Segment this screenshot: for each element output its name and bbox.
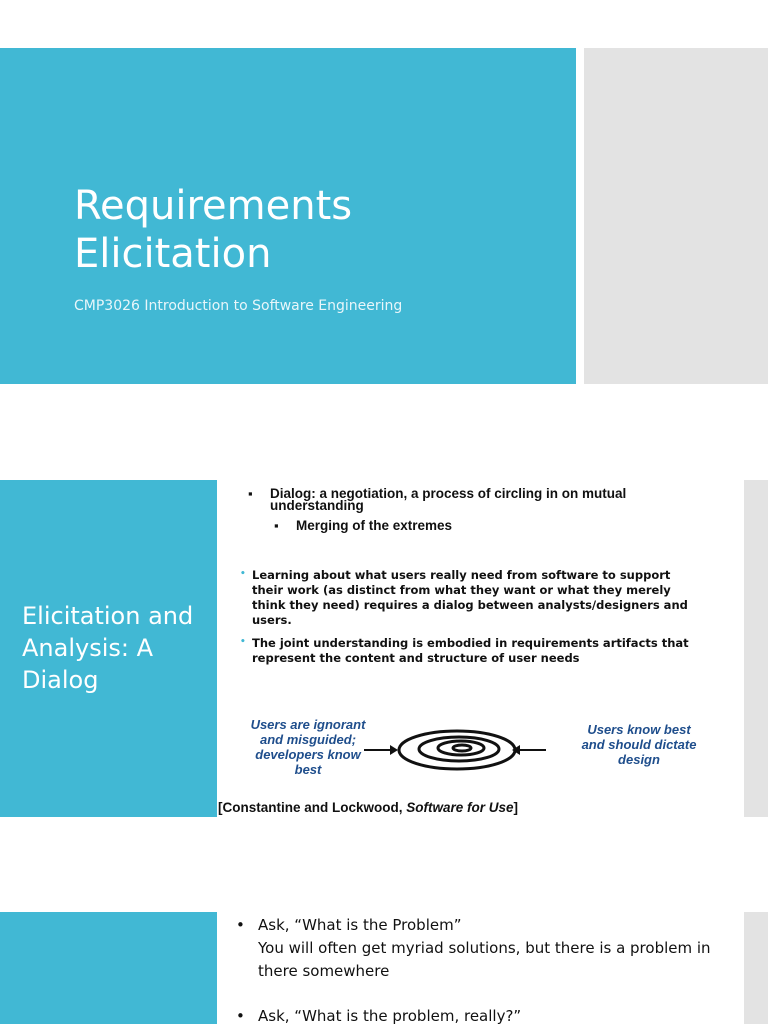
bullet-heading: • Ask, “What is the problem, really?” (258, 1007, 522, 1025)
section-side-panel (744, 912, 768, 1024)
slide-title-line2: Elicitation (74, 231, 272, 277)
slide-subtitle: CMP3026 Introduction to Software Engineering (74, 298, 403, 314)
dot-bullet-item: • The joint understanding is embodied in requirements artifacts that represent the content and structure of user needs (240, 636, 700, 666)
slide-title-line1: Requirements (74, 183, 353, 229)
bullet-heading: • Ask, “What is the Problem” (258, 916, 462, 934)
section-panel (0, 912, 217, 1024)
bullet-item (234, 1005, 734, 1028)
square-sub-bullet-item: ▪ Merging of the extremes (274, 518, 696, 534)
title-slide-side-panel (584, 48, 768, 384)
bullet-item (234, 914, 734, 983)
dot-bullet-list (240, 568, 700, 674)
square-bullet-item: ▪ Dialog: a negotiation, a process of circling in on mutual understanding (248, 488, 710, 512)
citation-book-title: Software for Use (406, 800, 514, 815)
citation-suffix: ] (513, 800, 519, 815)
bullet-list (234, 914, 734, 1028)
diagram-right-text: Users know best and should dictate design (581, 722, 697, 767)
diagram-left-text: Users are ignorant and misguided; developers know best (250, 717, 366, 777)
slide-title (74, 182, 554, 278)
spiral-diagram (360, 722, 550, 778)
arrow-right-head-icon (390, 745, 398, 755)
section-side-panel (744, 480, 768, 817)
citation (218, 800, 738, 815)
dot-bullet-item: • Learning about what users really need from software to support their work (as distinct from what they want or what they merely think they need) requires a dialog between analysts/designers and users. (240, 568, 700, 628)
spiral-icon (399, 731, 515, 769)
citation-prefix: [Constantine and Lockwood, (218, 800, 407, 815)
bullet-body: You will often get myriad solutions, but there is a problem in there somewhere (258, 939, 711, 980)
section-title: Elicitation and Analysis: A Dialog (22, 602, 194, 694)
